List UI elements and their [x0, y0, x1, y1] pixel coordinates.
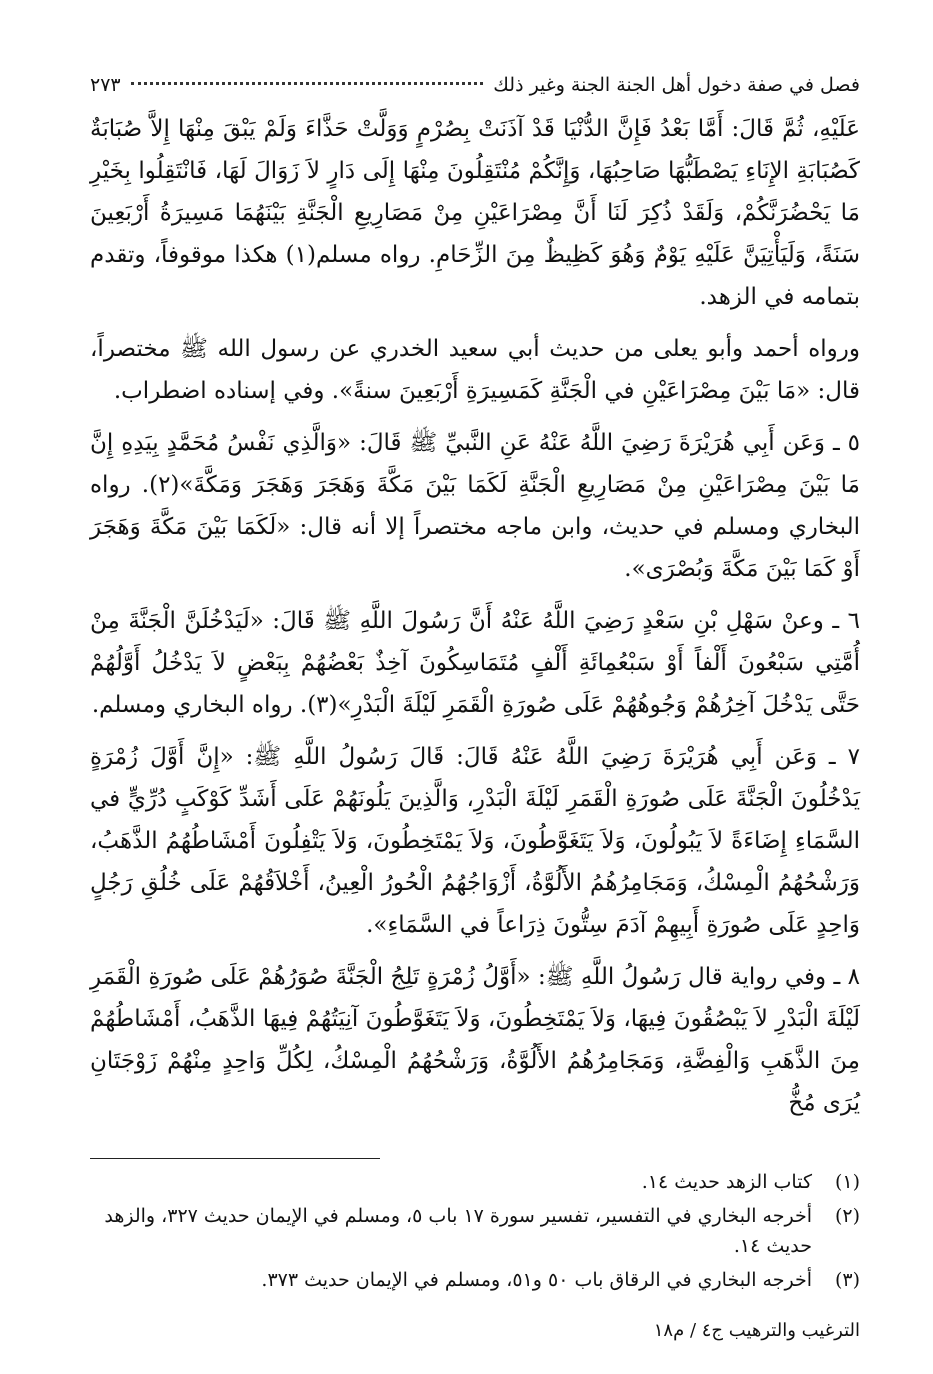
page	[90, 74, 860, 1299]
paragraph: ٦ ـ وعنْ سَهْلِ بْنِ سَعْدٍ رَضِيَ اللَّهُ عَنْهُ أَنَّ رَسُولَ اللَّهِ ﷺ قَالَ: «لَيَدْخُلَنَّ الْجَنَّةَ مِنْ أُمَّتِي سَبْعُونَ أَلْفاً أَوْ سَبْعُمِائَةِ أَلْفٍ مُتَمَاسِكُونَ آخِذٌ بَعْضُهُمْ بِبَعْضٍ لاَ يَدْخُلُ أَوَّلُهُمْ حَتَّى يَدْخُلَ آخِرُهُمْ وَجُوهُهُمْ عَلَى صُورَةِ الْقَمَرِ لَيْلَةَ الْبَدْرِ»(٣). رواه البخاري ومسلم.	[90, 608, 860, 718]
paragraph: عَلَيْهِ، ثُمَّ قَالَ: أَمَّا بَعْدُ فَإِنَّ الدُّنْيَا قَدْ آذَنَتْ بِصُرْمٍ وَوَلَّتْ حَذَّاءَ وَلَمْ يَبْقَ مِنْهَا إِلاَّ صُبَابَةٌ كَصُبَابَةِ الإِنَاءِ يَصْطَبُّهَا صَاحِبُهَا، وَإِنَّكُمْ مُنْتَقِلُونَ مِنْهَا إِلَى دَارٍ لاَ زَوَالَ لَهَا، فَانْتَقِلُوا بِخَيْرِ مَا يَحْضُرَنَّكُمْ، وَلَقَدْ ذُكِرَ لَنَا أَنَّ مِصْرَاعَيْنِ مِنْ مَصَارِيعِ الْجَنَّةِ بَيْنَهُمَا مَسِيرَةُ أَرْبَعِينَ سَنَةً، وَلَيَأْتِيَنَّ عَلَيْهِ يَوْمٌ وَهُوَ كَظِيظٌ مِنَ الزِّحَامِ. رواه مسلم(١) هكذا موقوفاً، وتقدم بتمامه في الزهد.	[90, 116, 860, 310]
footnote	[90, 1167, 860, 1197]
footnotes	[90, 1167, 860, 1295]
paragraph: ورواه أحمد وأبو يعلى من حديث أبي سعيد الخدري عن رسول الله ﷺ مختصراً، قال: «مَا بَيْنَ مِصْرَاعَيْنِ في الْجَنَّةِ كَمَسِيرَةِ أَرْبَعِينَ سنةً». وفي إسناده اضطراب.	[90, 336, 860, 404]
footnote-text: كتاب الزهد حديث ١٤.	[641, 1171, 812, 1193]
body-text	[90, 108, 860, 1124]
paragraph: ٧ ـ وَعَن أَبِي هُرَيْرَةَ رَضِيَ اللَّهُ عَنْهُ قَالَ: قَالَ رَسُولُ اللَّهِ ﷺ: «إِنَّ أَوَّلَ زُمْرَةٍ يَدْخُلُونَ الْجَنَّةَ عَلَى صُورَةِ الْقَمَرِ لَيْلَةَ الْبَدْرِ، وَالَّذِينَ يَلُونَهُمْ عَلَى أَشَدِّ كَوْكَبٍ دُرِّيٍّ في السَّمَاءِ إِضَاءَةً لاَ يَبُولُونَ، وَلاَ يَتَغَوَّطُونَ، وَلاَ يَمْتَخِطُونَ، وَلاَ يَتْفِلُونَ أَمْشَاطُهُمُ الذَّهَبُ، وَرَشْحُهُمُ الْمِسْكُ، وَمَجَامِرُهُمُ الأَلُوَّةُ، أَزْوَاجُهُمُ الْحُورُ الْعِينُ، أَخْلاَقُهُمْ عَلَى خُلُقِ رَجُلٍ وَاحِدٍ عَلَى صُورَةِ أَبِيهِمْ آدَمَ سِتُّونَ ذِرَاعاً في السَّمَاءِ».	[90, 744, 860, 938]
page-number: ٢٧٣	[90, 74, 121, 96]
footnote-text: أخرجه البخاري في الرقاق باب ٥٠ و٥١، ومسلم في الإيمان حديث ٣٧٣.	[261, 1269, 812, 1291]
footnote-separator	[90, 1158, 380, 1159]
footnote-number: (١)	[834, 1171, 860, 1193]
footnote-number: (٢)	[834, 1205, 860, 1227]
footnote	[90, 1201, 860, 1261]
paragraph: ٨ ـ وفي رواية قال رَسُولُ اللَّهِ ﷺ: «أَوَّلُ زُمْرَةٍ تَلِجُ الْجَنَّةَ صُوَرُهُمْ عَلَى صُورَةِ الْقَمَرِ لَيْلَةَ الْبَدْرِ لاَ يَبْصُقُونَ فِيهَا، وَلاَ يَمْتَخِطُونَ، وَلاَ يَتَغَوَّطُونَ آنِيَتُهُمْ فِيهَا الذَّهَبُ، أَمْشَاطُهُمْ مِنَ الذَّهَبِ وَالْفِضَّةِ، وَمَجَامِرُهُمُ الأَلُوَّةُ، وَرَشْحُهُمُ الْمِسْكُ، لِكُلِّ وَاحِدٍ مِنْهُمْ زَوْجَتَانِ يُرَى مُخُّ	[90, 964, 860, 1116]
paragraph: ٥ ـ وَعَن أَبِي هُرَيْرَةَ رَضِيَ اللَّهُ عَنْهُ عَنِ النَّبيِّ ﷺ قَالَ: «وَالَّذِي نَفْسُ مُحَمَّدٍ بِيَدِهِ إِنَّ مَا بَيْنَ مِصْرَاعَيْنِ مِنْ مَصَارِيعِ الْجَنَّةِ لَكَمَا بَيْنَ مَكَّةَ وَهَجَرَ وَهَجَرَ وَمَكَّةَ»(٢). رواه البخاري ومسلم في حديث، وابن ماجه مختصراً إلا أنه قال: «لَكَمَا بَيْنَ مَكَّةَ وَهَجَرَ أَوْ كَمَا بَيْنَ مَكَّةَ وَبُصْرَى».	[90, 430, 860, 582]
running-header	[90, 74, 860, 108]
footnote-text: أخرجه البخاري في التفسير، تفسير سورة ١٧ باب ٥، ومسلم في الإيمان حديث ٣٢٧، والزهد حديث ١٤.	[104, 1205, 812, 1257]
signature-footer	[90, 1320, 860, 1341]
book-signature: الترغيب والترهيب ج٤ / م١٨	[653, 1320, 860, 1341]
header-dots	[131, 82, 484, 85]
footnote	[90, 1265, 860, 1295]
footnote-number: (٣)	[834, 1269, 860, 1291]
header-title: فصل في صفة دخول أهل الجنة الجنة وغير ذلك	[493, 74, 860, 96]
